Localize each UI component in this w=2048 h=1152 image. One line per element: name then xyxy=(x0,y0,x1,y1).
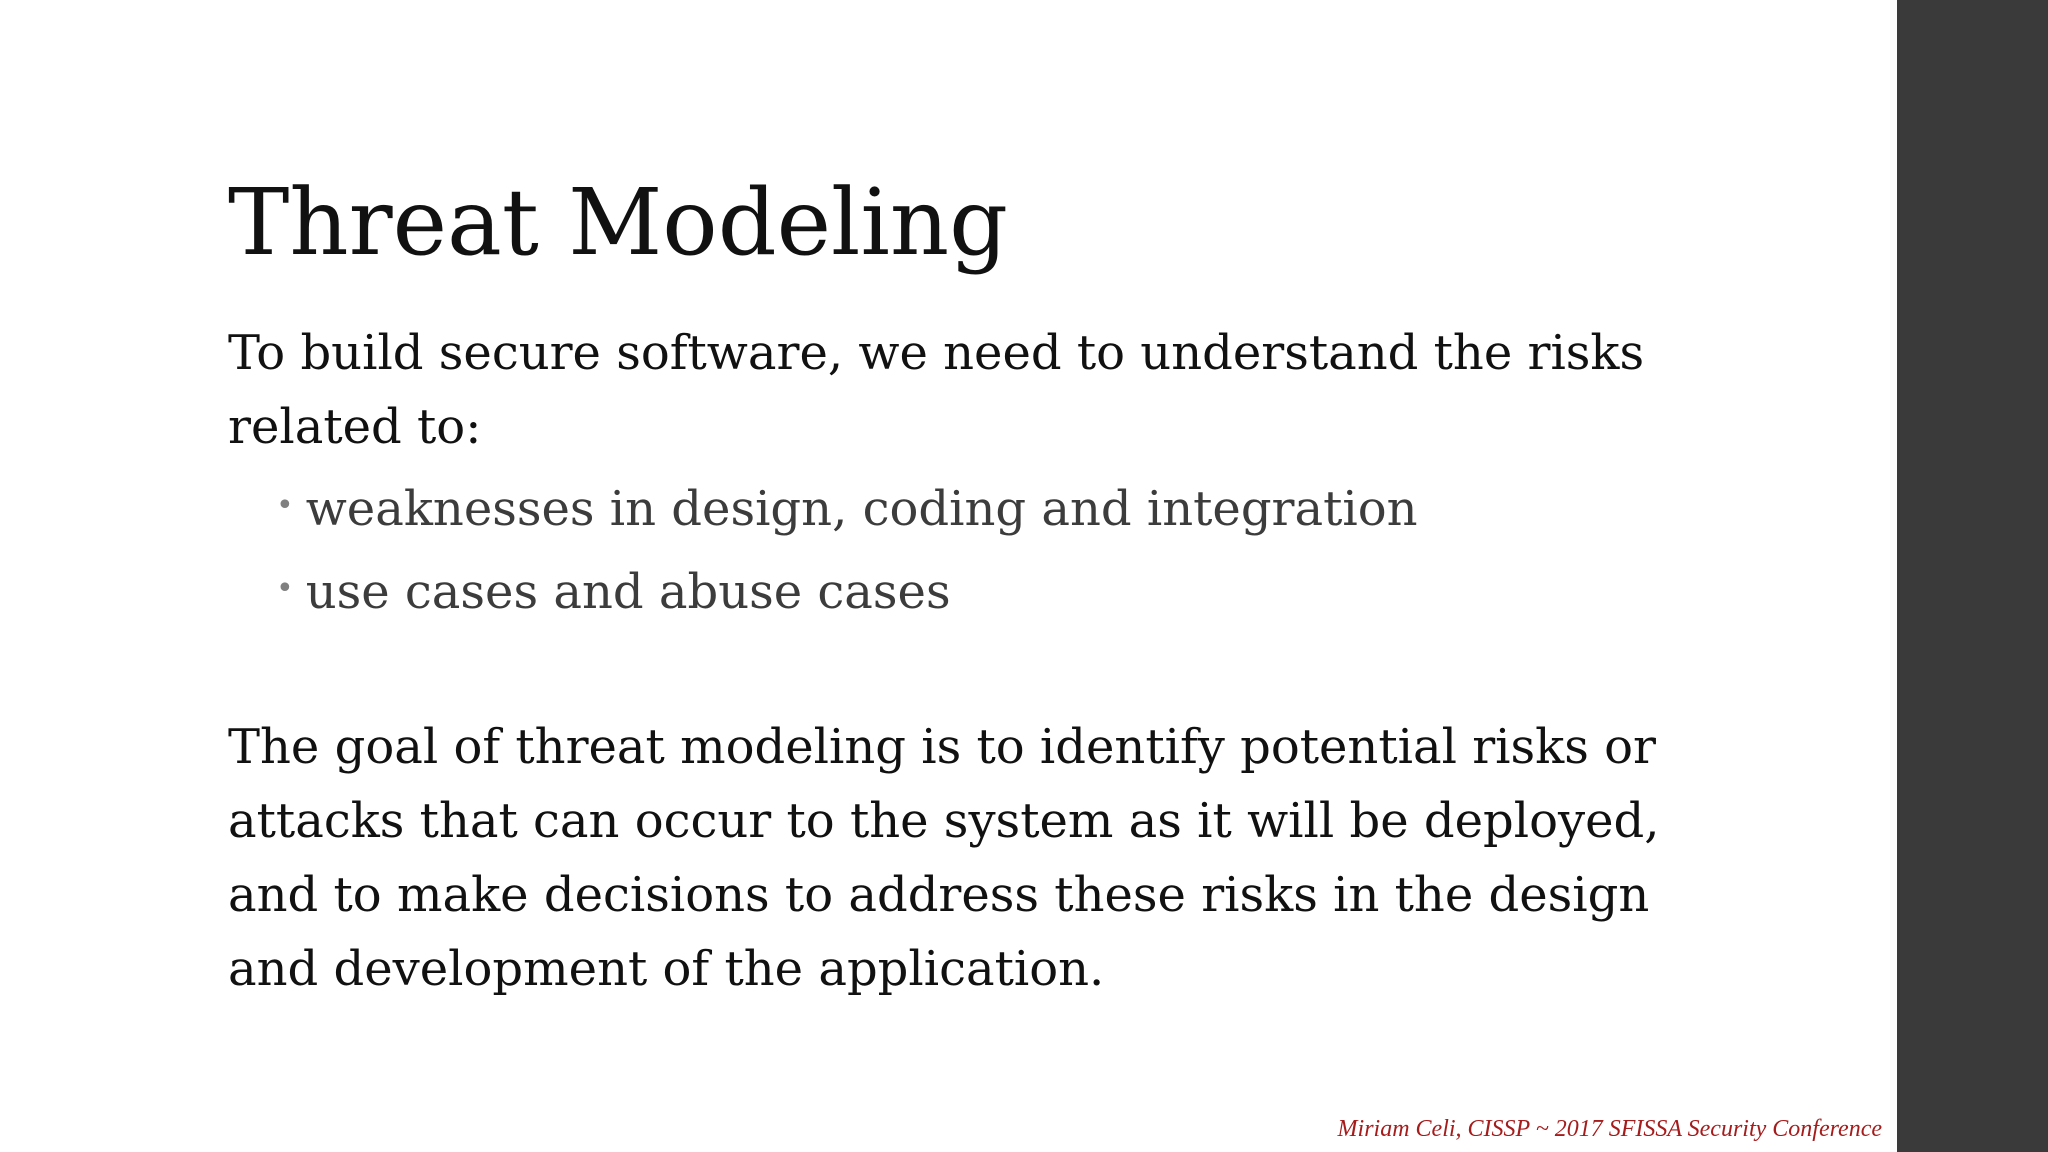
bullet-dot-icon: • xyxy=(276,488,294,523)
bullet-list xyxy=(276,466,1418,632)
list-item xyxy=(276,549,1418,632)
bullet-text: weaknesses in design, coding and integration xyxy=(305,481,1418,537)
list-item xyxy=(276,466,1418,549)
footer-credit: Miriam Celi, CISSP ~ 2017 SFISSA Security Conference xyxy=(1337,1116,1882,1142)
bullet-text: use cases and abuse cases xyxy=(305,564,951,620)
slide-title: Threat Modeling xyxy=(228,169,1009,276)
side-bar xyxy=(1897,0,2048,1152)
intro-paragraph: To build secure software, we need to understand the risks related to: xyxy=(228,325,1645,455)
goal-paragraph: The goal of threat modeling is to identify potential risks or attacks that can occur to the system as it will be deployed, and to make decisions to address these risks in the design and development of the application. xyxy=(228,719,1660,997)
bullet-dot-icon: • xyxy=(276,571,294,606)
